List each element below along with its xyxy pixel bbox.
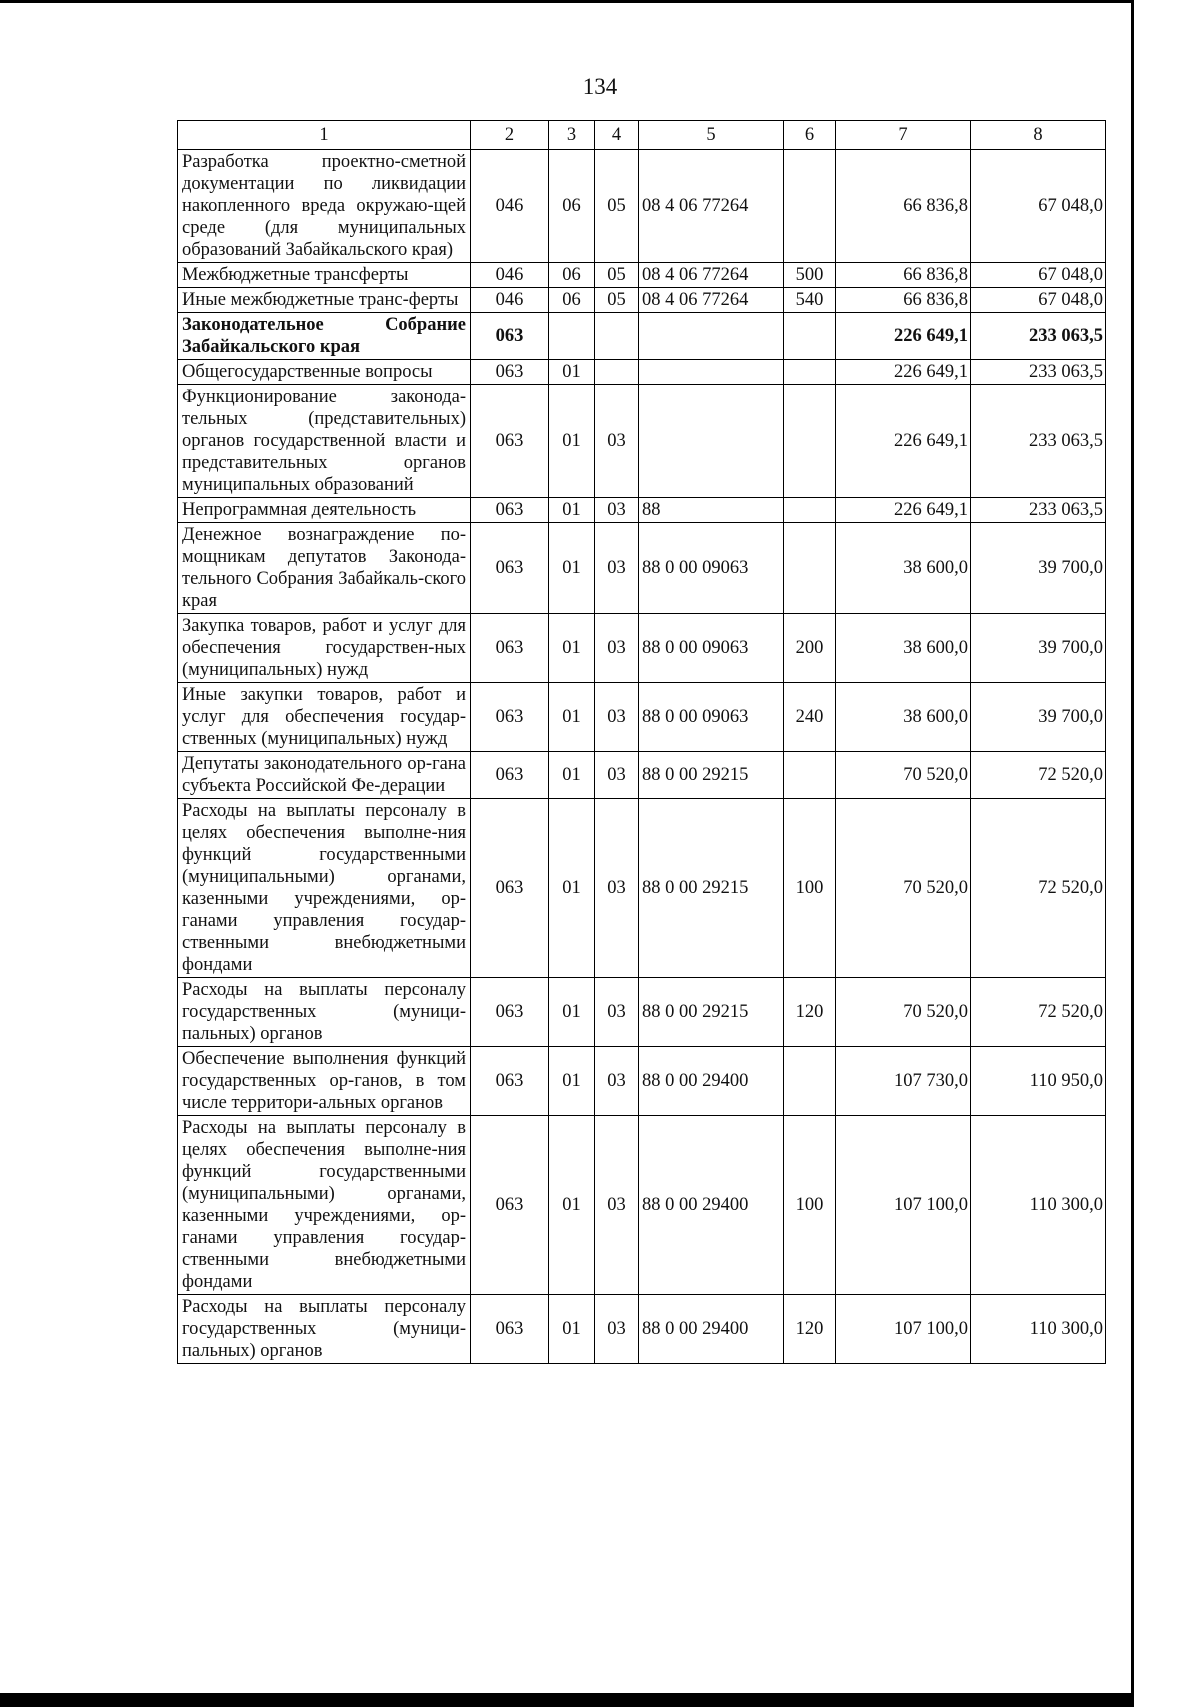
expense-type-cell: 100	[784, 799, 836, 978]
header-cell: 8	[971, 121, 1106, 150]
amount-year1-cell: 66 836,8	[836, 288, 971, 313]
subsection-cell: 03	[595, 752, 639, 799]
amount-year1-cell: 70 520,0	[836, 799, 971, 978]
admin-code-cell: 046	[471, 263, 549, 288]
amount-year2-cell: 110 950,0	[971, 1047, 1106, 1116]
amount-year2-cell: 67 048,0	[971, 150, 1106, 263]
amount-year1-cell: 66 836,8	[836, 150, 971, 263]
expense-type-cell: 200	[784, 614, 836, 683]
expense-type-cell	[784, 1047, 836, 1116]
subsection-cell: 05	[595, 288, 639, 313]
admin-code-cell: 063	[471, 1116, 549, 1295]
header-cell: 5	[639, 121, 784, 150]
target-article-cell: 88 0 00 29215	[639, 978, 784, 1047]
admin-code-cell: 063	[471, 752, 549, 799]
section-cell: 01	[549, 385, 595, 498]
section-cell: 01	[549, 799, 595, 978]
row-name-cell: Общегосударственные вопросы	[178, 360, 471, 385]
table-row	[178, 752, 1106, 799]
amount-year2-cell: 39 700,0	[971, 614, 1106, 683]
table-row	[178, 978, 1106, 1047]
table-row	[178, 498, 1106, 523]
target-article-cell: 88 0 00 29215	[639, 799, 784, 978]
amount-year2-cell: 67 048,0	[971, 288, 1106, 313]
section-cell: 01	[549, 523, 595, 614]
header-row	[178, 121, 1106, 150]
section-cell	[549, 313, 595, 360]
table-row	[178, 1116, 1106, 1295]
section-cell: 01	[549, 498, 595, 523]
row-name-cell: Разработка проектно-сметной документации по ликвидации накопленного вреда окружаю-щей среде (для муниципальных образований Забайкальского края)	[178, 150, 471, 263]
amount-year1-cell: 70 520,0	[836, 978, 971, 1047]
target-article-cell: 88 0 00 29400	[639, 1047, 784, 1116]
row-name-cell: Непрограммная деятельность	[178, 498, 471, 523]
target-article-cell: 88 0 00 09063	[639, 614, 784, 683]
header-cell: 6	[784, 121, 836, 150]
table-body	[178, 150, 1106, 1364]
amount-year2-cell: 72 520,0	[971, 752, 1106, 799]
bottom-border	[0, 1693, 1134, 1707]
row-name-cell: Расходы на выплаты персоналу государственных (муници-пальных) органов	[178, 1295, 471, 1364]
admin-code-cell: 063	[471, 799, 549, 978]
row-name-cell: Расходы на выплаты персоналу государственных (муници-пальных) органов	[178, 978, 471, 1047]
table-row	[178, 313, 1106, 360]
expense-type-cell	[784, 498, 836, 523]
amount-year2-cell: 39 700,0	[971, 683, 1106, 752]
subsection-cell: 03	[595, 385, 639, 498]
admin-code-cell: 063	[471, 614, 549, 683]
target-article-cell: 88 0 00 09063	[639, 523, 784, 614]
row-name-cell: Денежное вознаграждение по-мощникам депутатов Законода-тельного Собрания Забайкаль-ского края	[178, 523, 471, 614]
table-row	[178, 263, 1106, 288]
section-cell: 01	[549, 1116, 595, 1295]
admin-code-cell: 046	[471, 150, 549, 263]
admin-code-cell: 063	[471, 683, 549, 752]
row-name-cell: Закупка товаров, работ и услуг для обеспечения государствен-ных (муниципальных) нужд	[178, 614, 471, 683]
page-number: 134	[582, 74, 618, 99]
header-cell: 4	[595, 121, 639, 150]
expense-type-cell	[784, 150, 836, 263]
amount-year1-cell: 38 600,0	[836, 683, 971, 752]
header-cell: 3	[549, 121, 595, 150]
table-row	[178, 385, 1106, 498]
admin-code-cell: 063	[471, 1295, 549, 1364]
header-cell: 1	[178, 121, 471, 150]
subsection-cell: 03	[595, 683, 639, 752]
amount-year1-cell: 107 100,0	[836, 1116, 971, 1295]
amount-year2-cell: 233 063,5	[971, 498, 1106, 523]
amount-year2-cell: 110 300,0	[971, 1116, 1106, 1295]
target-article-cell	[639, 360, 784, 385]
expense-type-cell: 500	[784, 263, 836, 288]
subsection-cell	[595, 360, 639, 385]
subsection-cell: 05	[595, 150, 639, 263]
amount-year2-cell: 39 700,0	[971, 523, 1106, 614]
target-article-cell	[639, 313, 784, 360]
subsection-cell: 03	[595, 799, 639, 978]
row-name-cell: Расходы на выплаты персоналу в целях обеспечения выполне-ния функций государственными (муниципальными) органами, казенными учреждениями, ор-ганами управления государ-ственными внебюджетными фондами	[178, 799, 471, 978]
amount-year1-cell: 66 836,8	[836, 263, 971, 288]
subsection-cell: 03	[595, 1047, 639, 1116]
section-cell: 01	[549, 978, 595, 1047]
row-name-cell: Функционирование законода-тельных (представительных) органов государственной власти и представительных органов муниципальных образований	[178, 385, 471, 498]
admin-code-cell: 063	[471, 978, 549, 1047]
row-name-cell: Иные закупки товаров, работ и услуг для обеспечения государ-ственных (муниципальных) нужд	[178, 683, 471, 752]
expense-type-cell	[784, 360, 836, 385]
amount-year1-cell: 226 649,1	[836, 313, 971, 360]
table-row	[178, 683, 1106, 752]
section-cell: 01	[549, 683, 595, 752]
amount-year1-cell: 226 649,1	[836, 498, 971, 523]
row-name-cell: Иные межбюджетные транс-ферты	[178, 288, 471, 313]
amount-year1-cell: 226 649,1	[836, 360, 971, 385]
expense-type-cell	[784, 313, 836, 360]
row-name-cell: Депутаты законодательного ор-гана субъекта Российской Фе-дерации	[178, 752, 471, 799]
table-row	[178, 1047, 1106, 1116]
amount-year1-cell: 107 730,0	[836, 1047, 971, 1116]
amount-year1-cell: 107 100,0	[836, 1295, 971, 1364]
table-row	[178, 288, 1106, 313]
table-row	[178, 799, 1106, 978]
right-border	[1131, 0, 1134, 1699]
expense-type-cell: 120	[784, 1295, 836, 1364]
table-row	[178, 523, 1106, 614]
expense-type-cell: 240	[784, 683, 836, 752]
admin-code-cell: 063	[471, 1047, 549, 1116]
subsection-cell: 03	[595, 523, 639, 614]
table-row	[178, 614, 1106, 683]
row-name-cell: Законодательное Собрание Забайкальского края	[178, 313, 471, 360]
amount-year2-cell: 67 048,0	[971, 263, 1106, 288]
section-cell: 01	[549, 1047, 595, 1116]
amount-year2-cell: 72 520,0	[971, 978, 1106, 1047]
admin-code-cell: 046	[471, 288, 549, 313]
row-name-cell: Обеспечение выполнения функций государственных ор-ганов, в том числе территори-альных органов	[178, 1047, 471, 1116]
amount-year1-cell: 38 600,0	[836, 614, 971, 683]
expense-type-cell: 540	[784, 288, 836, 313]
target-article-cell: 88 0 00 29215	[639, 752, 784, 799]
amount-year2-cell: 72 520,0	[971, 799, 1106, 978]
subsection-cell: 03	[595, 614, 639, 683]
amount-year2-cell: 233 063,5	[971, 385, 1106, 498]
section-cell: 01	[549, 360, 595, 385]
header-cell: 2	[471, 121, 549, 150]
section-cell: 06	[549, 150, 595, 263]
top-border	[0, 0, 1133, 3]
target-article-cell: 88 0 00 09063	[639, 683, 784, 752]
subsection-cell: 03	[595, 1116, 639, 1295]
admin-code-cell: 063	[471, 523, 549, 614]
expense-type-cell	[784, 385, 836, 498]
section-cell: 06	[549, 288, 595, 313]
amount-year2-cell: 110 300,0	[971, 1295, 1106, 1364]
section-cell: 01	[549, 614, 595, 683]
budget-table	[177, 120, 1106, 1364]
amount-year1-cell: 38 600,0	[836, 523, 971, 614]
section-cell: 01	[549, 752, 595, 799]
subsection-cell: 05	[595, 263, 639, 288]
target-article-cell: 08 4 06 77264	[639, 288, 784, 313]
target-article-cell: 08 4 06 77264	[639, 150, 784, 263]
subsection-cell: 03	[595, 498, 639, 523]
amount-year1-cell: 70 520,0	[836, 752, 971, 799]
amount-year2-cell: 233 063,5	[971, 313, 1106, 360]
expense-type-cell	[784, 752, 836, 799]
expense-type-cell: 120	[784, 978, 836, 1047]
expense-type-cell: 100	[784, 1116, 836, 1295]
target-article-cell	[639, 385, 784, 498]
target-article-cell: 08 4 06 77264	[639, 263, 784, 288]
table-row	[178, 1295, 1106, 1364]
row-name-cell: Межбюджетные трансферты	[178, 263, 471, 288]
table-row	[178, 360, 1106, 385]
subsection-cell	[595, 313, 639, 360]
target-article-cell: 88 0 00 29400	[639, 1116, 784, 1295]
section-cell: 01	[549, 1295, 595, 1364]
section-cell: 06	[549, 263, 595, 288]
amount-year1-cell: 226 649,1	[836, 385, 971, 498]
admin-code-cell: 063	[471, 360, 549, 385]
admin-code-cell: 063	[471, 385, 549, 498]
target-article-cell: 88	[639, 498, 784, 523]
admin-code-cell: 063	[471, 498, 549, 523]
row-name-cell: Расходы на выплаты персоналу в целях обеспечения выполне-ния функций государственными (муниципальными) органами, казенными учреждениями, ор-ганами управления государ-ственными внебюджетными фондами	[178, 1116, 471, 1295]
target-article-cell: 88 0 00 29400	[639, 1295, 784, 1364]
subsection-cell: 03	[595, 1295, 639, 1364]
header-cell: 7	[836, 121, 971, 150]
table-row	[178, 150, 1106, 263]
expense-type-cell	[784, 523, 836, 614]
subsection-cell: 03	[595, 978, 639, 1047]
amount-year2-cell: 233 063,5	[971, 360, 1106, 385]
admin-code-cell: 063	[471, 313, 549, 360]
